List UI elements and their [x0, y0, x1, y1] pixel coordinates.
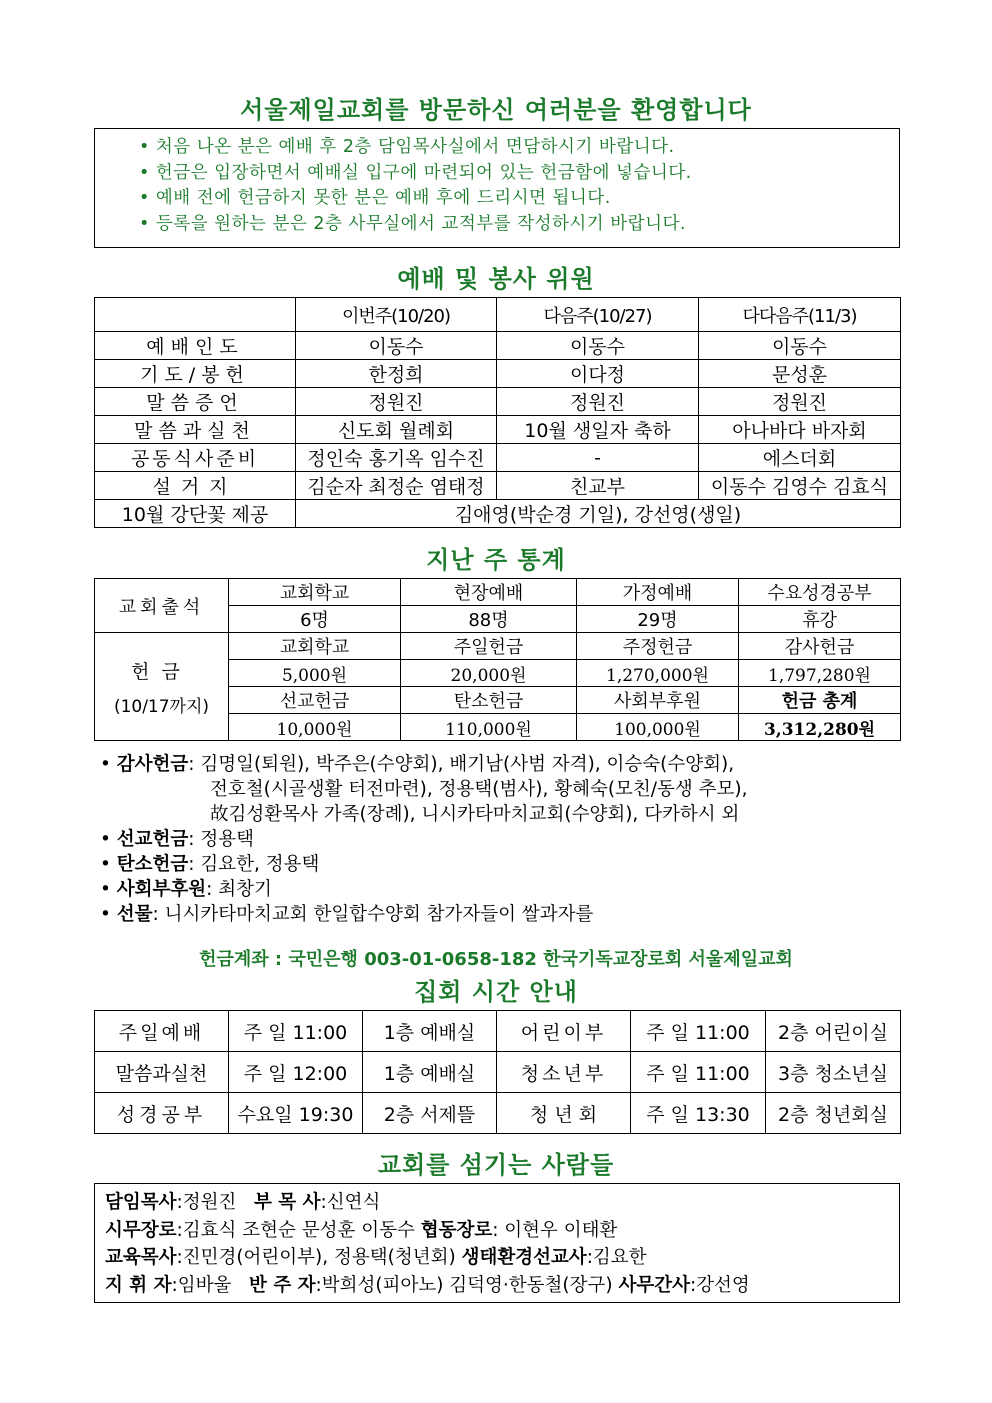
staff-label: 교육목사 [105, 1247, 177, 1268]
staff-label: 반 주 자 [249, 1274, 316, 1296]
welcome-line: • 헌금은 입장하면서 예배실 입구에 마련되어 있는 헌금함에 넣습니다. [139, 162, 692, 183]
note-text: : 니시카타마치교회 한일합수양회 참가자들이 쌀과자를 [152, 904, 594, 925]
table-header-cell [95, 298, 296, 332]
table-cell: 20,000원 [401, 660, 577, 687]
table-cell: 주일예배 [95, 1011, 229, 1052]
note-text: 故김성환목사 가족(장례), 니시카타마치교회(수양회), 다카하시 외 [210, 804, 740, 825]
note-label: 선물 [116, 904, 153, 925]
table-row [95, 416, 901, 444]
staff-line [105, 1217, 899, 1245]
table-cell: 1,797,280원 [739, 660, 901, 687]
staff-value: :신연식 [320, 1192, 381, 1213]
table-cell: 1층 예배실 [363, 1052, 497, 1093]
table-cell: 청 년 회 [497, 1093, 631, 1134]
table-cell: 100,000원 [577, 714, 739, 741]
offering-label: 헌금 [131, 660, 192, 683]
staff-value: :진민경(어린이부), 정용택(청년회) [176, 1247, 456, 1268]
row-label: 설거지 [95, 472, 296, 500]
note-text: : 김요한, 정용택 [188, 854, 320, 875]
staff-label: 협동장로 [420, 1219, 493, 1241]
offering-sub: (10/17까지) [113, 696, 210, 717]
meetings-table [94, 1010, 901, 1134]
table-header-cell: 헌금 총계 [739, 687, 901, 714]
staff-line [105, 1244, 899, 1272]
staff-line [105, 1189, 899, 1217]
staff-value: :박희성(피아노) 김덕영·한동철(장구) [315, 1274, 613, 1296]
table-row [95, 579, 901, 606]
stats-table [94, 578, 901, 741]
table-row [95, 444, 901, 472]
table-header-cell: 감사헌금 [739, 633, 901, 660]
staff-label: 생태환경선교사 [461, 1247, 587, 1268]
attendance-label: 교회출석 [95, 579, 229, 633]
welcome-line: • 등록을 원하는 분은 2층 사무실에서 교적부를 작성하시기 바랍니다. [139, 213, 686, 234]
table-cell: 청소년부 [497, 1052, 631, 1093]
table-header-cell: 가정예배 [577, 579, 739, 606]
staff-value: :정원진 [176, 1192, 237, 1213]
table-header-cell: 사회부후원 [577, 687, 739, 714]
offering-label-cell [95, 633, 229, 741]
table-row [95, 1052, 901, 1093]
table-cell: 주 일 13:30 [631, 1093, 766, 1134]
table-cell: 정원진 [699, 388, 901, 416]
welcome-line: • 예배 전에 헌금하지 못한 분은 예배 후에 드리시면 됩니다. [139, 188, 611, 208]
table-row [95, 332, 901, 360]
note-label: 사회부후원 [116, 879, 207, 900]
row-label: 10월 강단꽃 제공 [95, 500, 296, 528]
offering-notes [100, 752, 747, 927]
table-cell: 2층 어린이실 [766, 1011, 901, 1052]
table-cell: 에스더회 [699, 444, 901, 472]
table-cell: 이동수 [699, 332, 901, 360]
table-header-cell: 주정헌금 [577, 633, 739, 660]
table-row [95, 360, 901, 388]
staff-label: 담임목사 [105, 1192, 177, 1213]
flower-value: 김애영(박순경 기일), 강선영(생일) [296, 500, 901, 528]
account-info: 헌금계좌 : 국민은행 003-01-0658-182 한국기독교장로회 서울제일교회 [199, 949, 793, 970]
table-cell: 한정희 [296, 360, 497, 388]
table-cell: 주 일 11:00 [631, 1011, 766, 1052]
table-header-cell: 이번주(10/20) [296, 298, 497, 332]
note-text: : 김명일(퇴원), 박주은(수양회), 배기남(사범 자격), 이승숙(수양회), [188, 754, 735, 775]
meetings-title: 집회 시간 안내 [414, 978, 578, 1006]
table-cell: 아나바다 바자회 [699, 416, 901, 444]
table-header-cell: 다음주(10/27) [497, 298, 699, 332]
staff-value: :김요한 [586, 1247, 647, 1268]
table-cell: 성경공부 [95, 1093, 229, 1134]
table-row [95, 1093, 901, 1134]
note-label: 감사헌금 [116, 754, 189, 775]
table-cell: 주 일 12:00 [229, 1052, 363, 1093]
staff-box [94, 1183, 900, 1303]
staff-label: 부 목 사 [254, 1192, 321, 1213]
table-cell: 10월 생일자 축하 [497, 416, 699, 444]
table-cell: 2층 서제뜰 [363, 1093, 497, 1134]
staff-value: :임바울 [171, 1274, 232, 1296]
table-cell: 정원진 [497, 388, 699, 416]
note-social: • 사회부후원: 최창기 [100, 879, 272, 900]
table-cell: 어린이부 [497, 1011, 631, 1052]
table-cell: 김순자 최정순 염태정 [296, 472, 497, 500]
row-label: 말씀증언 [95, 388, 296, 416]
table-row [95, 472, 901, 500]
table-row [95, 633, 901, 660]
table-header-cell: 선교헌금 [229, 687, 401, 714]
note-label: 선교헌금 [116, 829, 189, 850]
table-row [95, 500, 901, 528]
row-label: 예배인도 [95, 332, 296, 360]
table-cell: 1층 예배실 [363, 1011, 497, 1052]
table-cell: 신도회 월례회 [296, 416, 497, 444]
table-cell: 휴강 [739, 606, 901, 633]
table-cell: 110,000원 [401, 714, 577, 741]
table-cell: 29명 [577, 606, 739, 633]
note-label: 탄소헌금 [116, 854, 189, 875]
offering-total: 3,312,280원 [739, 714, 901, 741]
staff-title: 교회를 섬기는 사람들 [377, 1151, 615, 1179]
staff-line [105, 1272, 899, 1300]
table-header-cell: 현장예배 [401, 579, 577, 606]
note-text: 전호철(시골생활 터전마련), 정용택(범사), 황혜숙(모친/동생 추모), [210, 779, 748, 800]
note-text: : 정용택 [188, 829, 255, 850]
service-table [94, 297, 901, 528]
table-cell: 1,270,000원 [577, 660, 739, 687]
stats-title: 지난 주 통계 [426, 546, 566, 574]
welcome-line: • 처음 나온 분은 예배 후 2층 담임목사실에서 면담하시기 바랍니다. [139, 137, 675, 157]
staff-label: 시무장로 [105, 1219, 177, 1241]
table-cell: 수요일 19:30 [229, 1093, 363, 1134]
staff-value: :강선영 [689, 1274, 750, 1296]
staff-value: : 이현우 이태환 [492, 1219, 618, 1241]
row-label: 기도/봉헌 [95, 360, 296, 388]
table-cell: 2층 청년회실 [766, 1093, 901, 1134]
table-cell: 이동수 [497, 332, 699, 360]
table-cell: 주 일 11:00 [631, 1052, 766, 1093]
table-header-cell: 수요성경공부 [739, 579, 901, 606]
table-cell: 정원진 [296, 388, 497, 416]
welcome-box [94, 128, 900, 248]
table-cell: - [497, 444, 699, 472]
service-title: 예배 및 봉사 위원 [397, 265, 595, 293]
table-header-cell: 교회학교 [229, 579, 401, 606]
table-header-cell: 다다음주(11/3) [699, 298, 901, 332]
note-text: : 최창기 [206, 879, 272, 900]
table-header-cell: 주일헌금 [401, 633, 577, 660]
row-label: 공동식사준비 [95, 444, 296, 472]
note-mission: • 선교헌금: 정용택 [100, 829, 255, 850]
table-header-cell: 탄소헌금 [401, 687, 577, 714]
row-label: 말씀과실천 [95, 416, 296, 444]
table-cell: 이동수 [296, 332, 497, 360]
table-header-cell: 교회학교 [229, 633, 401, 660]
table-row [95, 388, 901, 416]
table-cell: 정인숙 홍기옥 임수진 [296, 444, 497, 472]
table-cell: 5,000원 [229, 660, 401, 687]
table-cell: 주 일 11:00 [229, 1011, 363, 1052]
note-thanks: • 감사헌금: 김명일(퇴원), 박주은(수양회), 배기남(사범 자격), 이승숙(수양회), [100, 754, 735, 775]
table-cell: 문성훈 [699, 360, 901, 388]
staff-label: 지 휘 자 [105, 1274, 172, 1296]
table-cell: 88명 [401, 606, 577, 633]
table-cell: 6명 [229, 606, 401, 633]
table-cell: 3층 청소년실 [766, 1052, 901, 1093]
table-cell: 이동수 김영수 김효식 [699, 472, 901, 500]
table-cell: 이다정 [497, 360, 699, 388]
table-row [95, 1011, 901, 1052]
table-cell: 친교부 [497, 472, 699, 500]
table-cell: 10,000원 [229, 714, 401, 741]
table-cell: 말씀과실천 [95, 1052, 229, 1093]
table-header-row [95, 298, 901, 332]
note-carbon: • 탄소헌금: 김요한, 정용택 [100, 854, 320, 875]
staff-label: 사무간사 [618, 1274, 690, 1296]
note-gift: • 선물: 니시카타마치교회 한일합수양회 참가자들이 쌀과자를 [100, 904, 594, 925]
welcome-title: 서울제일교회를 방문하신 여러분을 환영합니다 [240, 96, 752, 124]
staff-value: :김효식 조현순 문성훈 이동수 [176, 1219, 415, 1241]
